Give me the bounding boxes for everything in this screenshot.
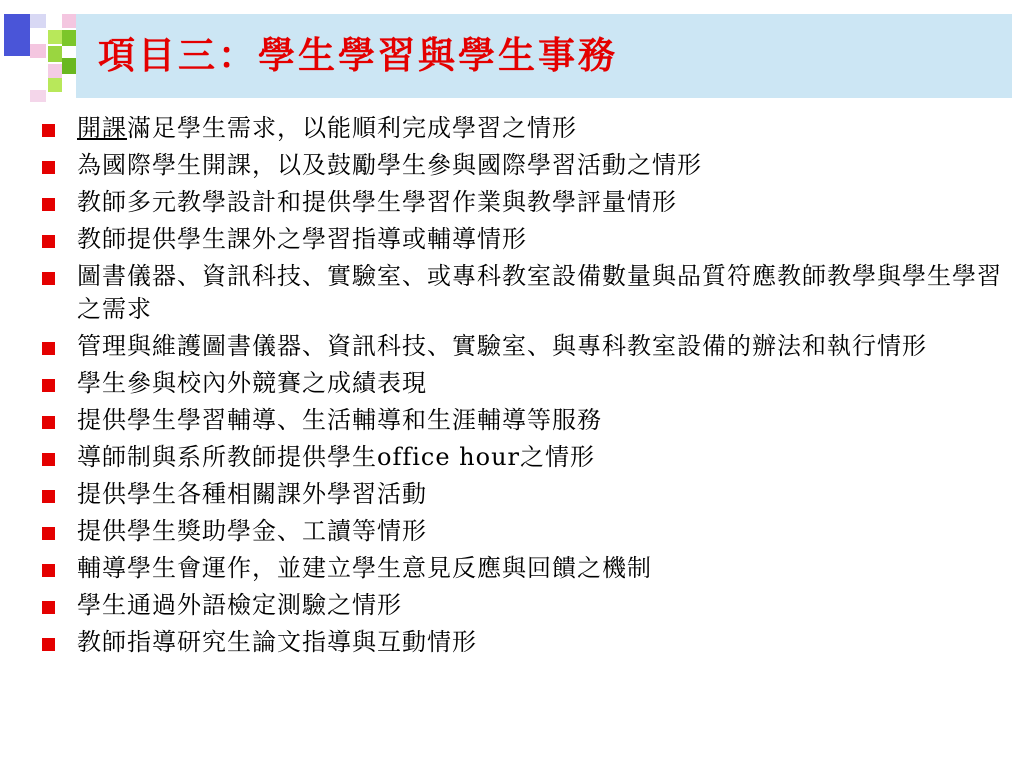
list-item [42,223,1002,256]
bullet-text: 學生參與校內外競賽之成績表現 [77,369,427,397]
bullet-text: 圖書儀器、資訊科技、實驗室、或專科教室設備數量與品質符應教師教學與學生學習之需求 [77,262,1002,323]
bullet-text: 導師制與系所教師提供學生office hour之情形 [77,443,595,471]
tile-green-3 [48,46,62,62]
list-item [42,626,1002,659]
list-item [42,589,1002,622]
list-item [42,330,1002,363]
bullet-marker [42,272,55,285]
bullet-marker [42,198,55,211]
bullet-marker [42,161,55,174]
tile-pink-top [62,14,76,28]
bullet-marker [42,490,55,503]
list-item [42,552,1002,585]
tile-green-1 [48,30,62,44]
bullet-marker [42,601,55,614]
list-item [42,112,1002,145]
list-item [42,515,1002,548]
bullet-text: 學生通過外語檢定測驗之情形 [77,591,402,619]
bullet-text: 為國際學生開課，以及鼓勵學生參與國際學習活動之情形 [77,151,702,179]
tile-pink-low [48,64,62,78]
bullet-text: 教師多元教學設計和提供學生學習作業與教學評量情形 [77,188,677,216]
list-item [42,260,1002,326]
bullet-text: 提供學生各種相關課外學習活動 [77,480,427,508]
bullet-marker [42,379,55,392]
bullet-text: 提供學生學習輔導、生活輔導和生涯輔導等服務 [77,406,602,434]
list-item [42,478,1002,511]
list-item [42,149,1002,182]
slide-title: 項目三：學生學習與學生事務 [98,33,618,77]
bullet-text: 輔導學生會運作，並建立學生意見反應與回饋之機制 [77,554,652,582]
bullet-text: 管理與維護圖書儀器、資訊科技、實驗室、與專科教室設備的辦法和執行情形 [77,332,927,360]
bullet-text: 教師指導研究生論文指導與互動情形 [77,628,477,656]
tile-blue-large [4,14,30,56]
bullet-marker [42,416,55,429]
list-item [42,186,1002,219]
tile-green-2 [62,30,76,46]
bullet-text: 提供學生獎助學金、工讀等情形 [77,517,427,545]
tile-green-5 [48,78,62,92]
bullet-list [42,112,1002,663]
underlined-term: 開課 [77,114,127,142]
bullet-text: 教師提供學生課外之學習指導或輔導情形 [77,225,527,253]
bullet-marker [42,638,55,651]
bullet-marker [42,527,55,540]
list-item [42,367,1002,400]
tile-lavender [30,14,46,28]
tile-pink-mid [30,44,46,58]
bullet-text [77,112,1002,145]
tile-pink-bottom [30,90,46,102]
bullet-marker [42,453,55,466]
bullet-marker [42,342,55,355]
bullet-marker [42,564,55,577]
list-item [42,441,1002,474]
tile-green-4 [62,58,76,74]
list-item [42,404,1002,437]
bullet-text-rest: 滿足學生需求，以能順利完成學習之情形 [127,114,577,142]
bullet-marker [42,235,55,248]
bullet-marker [42,124,55,137]
